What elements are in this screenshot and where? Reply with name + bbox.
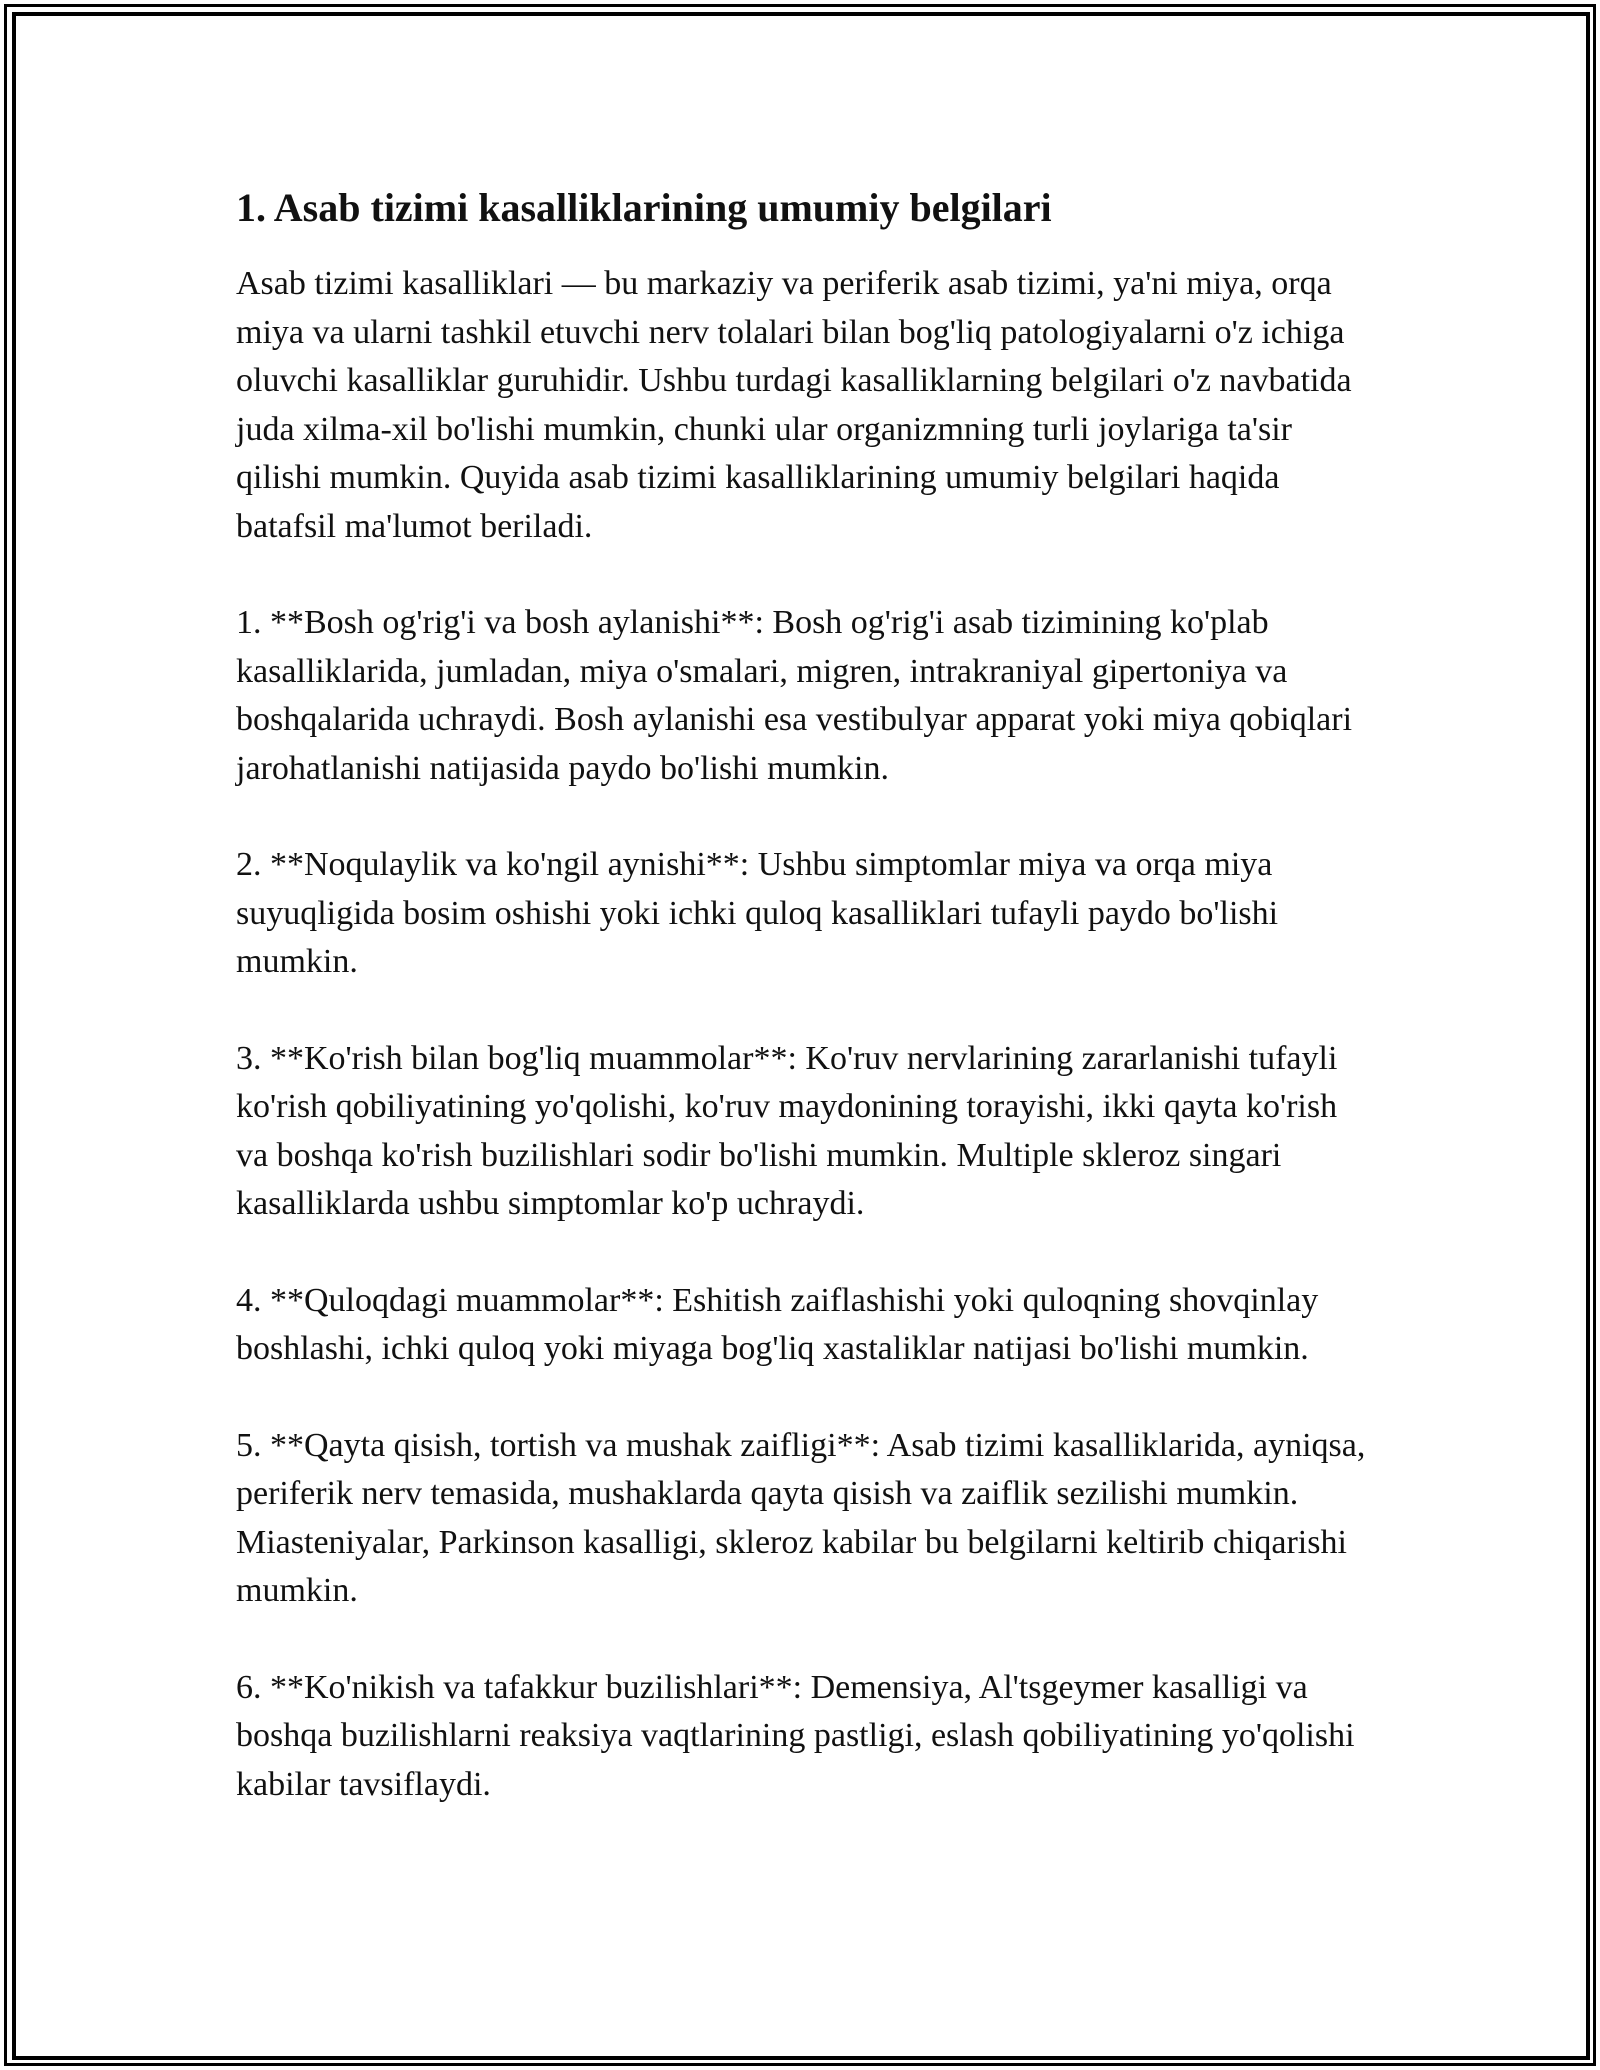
document-body <box>236 184 1376 1809</box>
list-item-headache-dizziness: 1. **Bosh og'rig'i va bosh aylanishi**: Bosh og'rig'i asab tizimining ko'plab kasalliklarida, jumladan, miya o'smalari, migren, intrakraniyal gipertoniya va boshqalarida uchraydi. Bosh aylanishi esa vestibulyar apparat yoki miya qobiqlari jarohatlanishi natijasida paydo bo'lishi mumkin. <box>236 604 1353 787</box>
list-item-nausea: 2. **Noqulaylik va ko'ngil aynishi**: Ushbu simptomlar miya va orqa miya suyuqligida bosim oshishi yoki ichki quloq kasalliklari tufayli paydo bo'lishi mumkin. <box>236 846 1279 980</box>
list-item-muscle-weakness: 5. **Qayta qisish, tortish va mushak zaifligi**: Asab tizimi kasalliklarida, ayniqsa, periferik nerv temasida, mushaklarda qayta qisish va zaiflik sezilishi mumkin. Miasteniyalar, Parkinson kasalligi, skleroz kabilar bu belgilarni keltirib chiqarishi mumkin. <box>236 1426 1366 1609</box>
list-item-cognitive-disorders: 6. **Ko'nikish va tafakkur buzilishlari**: Demensiya, Al'tsgeymer kasalligi va boshqa buzilishlarni reaksiya vaqtlarining pastligi, eslash qobiliyatining yo'qolishi kabilar tavsiflaydi. <box>236 1668 1355 1803</box>
list-item-ear-problems: 4. **Quloqdagi muammolar**: Eshitish zaiflashishi yoki quloqning shovqinlay boshlashi, ichki quloq yoki miyaga bog'liq xastaliklar natijasi bo'lishi mumkin. <box>236 1281 1319 1367</box>
document-title: 1. Asab tizimi kasalliklarining umumiy belgilari <box>236 185 1052 230</box>
intro-paragraph: Asab tizimi kasalliklari — bu markaziy va periferik asab tizimi, ya'ni miya, orqa miya va ularni tashkil etuvchi nerv tolalari bilan bog'liq patologiyalarni o'z ichiga oluvchi kasalliklar guruhidir. Ushbu turdagi kasalliklarning belgilari o'z navbatida juda xilma-xil bo'lishi mumkin, chunki ular organizmning turli joylariga ta'sir qilishi mumkin. Quyida asab tizimi kasalliklarining umumiy belgilari haqida batafsil ma'lumot beriladi. <box>236 265 1352 545</box>
list-item-vision-problems: 3. **Ko'rish bilan bog'liq muammolar**: Ko'ruv nervlarining zararlanishi tufayli ko'rish qobiliyatining yo'qolishi, ko'ruv maydonining torayishi, ikki qayta ko'rish va boshqa ko'rish buzilishlari sodir bo'lishi mumkin. Multiple skleroz singari kasalliklarda ushbu simptomlar ko'p uchraydi. <box>236 1039 1338 1222</box>
